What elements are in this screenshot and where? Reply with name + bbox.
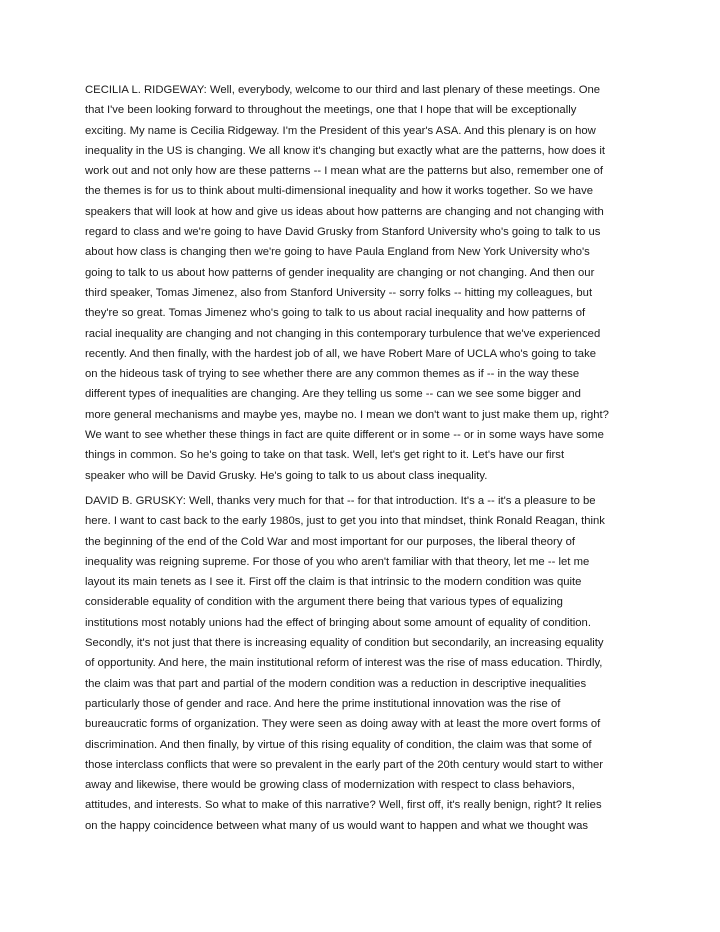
transcript-body bbox=[85, 80, 637, 841]
text-line: away and likewise, there would be growing class of modernization with respect to class behaviors, bbox=[85, 779, 575, 792]
text-line: more general mechanisms and maybe yes, maybe no. I mean we don't want to just make them up, right? bbox=[85, 408, 609, 421]
text-line: those interclass conflicts that were so prevalent in the early part of the 20th century would start to wither bbox=[85, 758, 604, 771]
text-line: things in common. So he's going to take on that task. Well, let's get right to it. Let's have our first bbox=[85, 449, 565, 462]
text-line: inequality in the US is changing. We all know it's changing but exactly what are the patterns, how does it bbox=[85, 144, 606, 157]
text-line: they're so great. Tomas Jimenez who's going to talk to us about racial inequality and how patterns of bbox=[85, 307, 586, 320]
text-line: layout its main tenets as I see it. First off the claim is that intrinsic to the modern condition was quite bbox=[85, 576, 582, 589]
text-line: attitudes, and interests. So what to make of this narrative? Well, first off, it's really benign, right? It relies bbox=[85, 799, 602, 812]
text-line: considerable equality of condition with the argument there being that various types of equalizing bbox=[85, 596, 563, 609]
text-line: on the hideous task of trying to see whether there are any common themes as if -- in the way these bbox=[85, 368, 580, 381]
text-line: We want to see whether these things in fact are quite different or in some -- or in some ways have some bbox=[85, 429, 604, 442]
text-line: Secondly, it's not just that there is increasing equality of condition but secondarily, an increasing equality bbox=[85, 637, 604, 650]
text-line: recently. And then finally, with the hardest job of all, we have Robert Mare of UCLA who's going to take bbox=[85, 347, 597, 360]
paragraph-grusky bbox=[85, 491, 637, 836]
text-line: discrimination. And then finally, by virtue of this rising equality of condition, the claim was that some of bbox=[85, 738, 592, 751]
text-line: racial inequality are changing and not changing in this contemporary turbulence that we've experienced bbox=[85, 327, 601, 340]
text-line: speaker who will be David Grusky. He's going to talk to us about class inequality. bbox=[85, 469, 488, 482]
text-line: the claim was that part and partial of the modern condition was a reduction in descriptive inequalities bbox=[85, 677, 587, 690]
text-line: the themes is for us to think about multi-dimensional inequality and how it works together. So we have bbox=[85, 185, 594, 198]
text-line: DAVID B. GRUSKY: Well, thanks very much for that -- for that introduction. It's a -- it's a pleasure to be bbox=[85, 494, 596, 507]
text-line: inequality was reigning supreme. For those of you who aren't familiar with that theory, let me -- let me bbox=[85, 555, 590, 568]
text-line: bureaucratic forms of organization. They were seen as doing away with at least the more overt forms of bbox=[85, 718, 601, 731]
text-line: going to talk to us about how patterns of gender inequality are changing or not changing. And then our bbox=[85, 266, 595, 279]
text-line: exciting. My name is Cecilia Ridgeway. I'm the President of this year's ASA. And this plenary is on how bbox=[85, 124, 596, 137]
text-line: on the happy coincidence between what many of us would want to happen and what we thought was bbox=[85, 819, 589, 832]
text-line: that I've been looking forward to throughout the meetings, one that I hope that will be exceptionally bbox=[85, 104, 577, 117]
text-line: the beginning of the end of the Cold War and most important for our purposes, the liberal theory of bbox=[85, 535, 576, 548]
text-line: different types of inequalities are changing. Are they telling us some -- can we see some bigger and bbox=[85, 388, 581, 401]
paragraph-ridgeway bbox=[85, 80, 637, 486]
text-line: institutions most notably unions had the effect of bringing about some amount of equality of condition. bbox=[85, 616, 591, 629]
text-line: speakers that will look at how and give us ideas about how patterns are changing and not changing with bbox=[85, 205, 604, 218]
text-line: about how class is changing then we're going to have Paula England from New York University who's bbox=[85, 246, 590, 259]
text-line: regard to class and we're going to have David Grusky from Stanford University who's going to talk to us bbox=[85, 226, 601, 239]
text-line: CECILIA L. RIDGEWAY: Well, everybody, welcome to our third and last plenary of these meetings. One bbox=[85, 84, 601, 96]
text-line: particularly those of gender and race. And here the prime institutional innovation was the rise of bbox=[85, 697, 561, 710]
text-line: work out and not only how are these patterns -- I mean what are the patterns but also, remember one of bbox=[85, 165, 604, 178]
text-line: of opportunity. And here, the main institutional reform of interest was the rise of mass education. Thirdly, bbox=[85, 657, 603, 670]
text-line: third speaker, Tomas Jimenez, also from Stanford University -- sorry folks -- hitting my colleagues, but bbox=[85, 286, 593, 299]
text-line: here. I want to cast back to the early 1980s, just to get you into that mindset, think Ronald Reagan, think bbox=[85, 515, 605, 528]
